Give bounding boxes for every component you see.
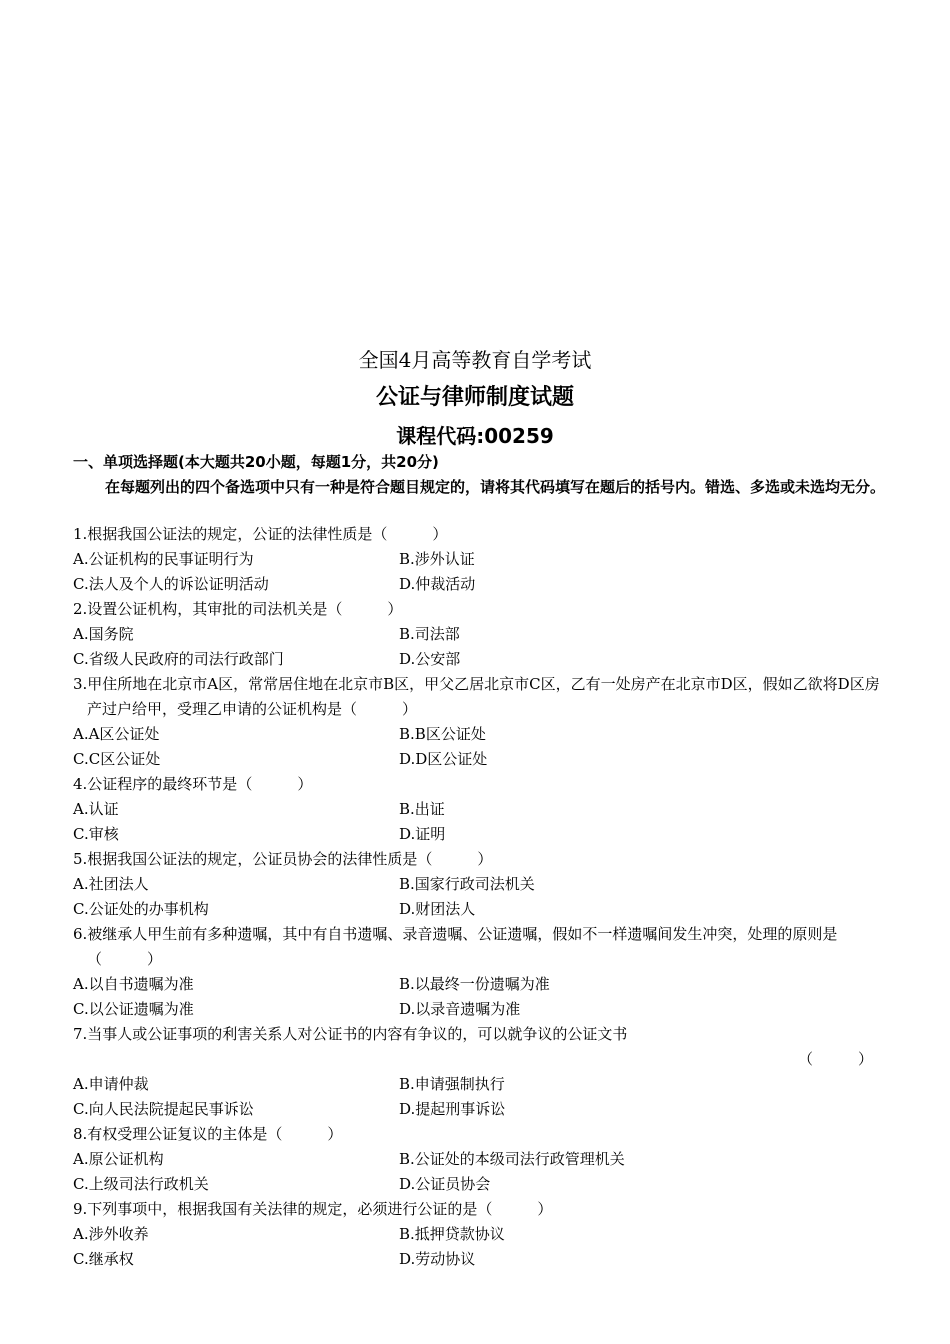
option-c: C.向人民法院提起民事诉讼 [73, 1100, 254, 1118]
option-d: D.D区公证处 [399, 750, 488, 768]
question-1 [73, 522, 883, 597]
question-9 [73, 1197, 883, 1272]
option-c: C.审核 [73, 825, 119, 843]
option-a: A.社团法人 [73, 875, 149, 893]
course-code: 课程代码:00259 [396, 424, 554, 448]
question-stem: 6.被继承人甲生前有多种遗嘱，其中有自书遗嘱、录音遗嘱、公证遗嘱，假如不一样遗嘱间发生冲突，处理的原则是（ ） [73, 925, 838, 968]
option-b: B.B区公证处 [399, 725, 486, 743]
option-d: D.劳动协议 [399, 1250, 476, 1268]
answer-parenthesis: （ ） [797, 1050, 873, 1068]
option-a: A.原公证机构 [73, 1150, 164, 1168]
option-b: B.涉外认证 [399, 550, 475, 568]
option-c: C.以公证遗嘱为准 [73, 1000, 194, 1018]
option-c: C.继承权 [73, 1250, 134, 1268]
option-b: B.以最终一份遗嘱为准 [399, 975, 550, 993]
option-b: B.出证 [399, 800, 445, 818]
question-stem: 3.甲住所地在北京市A区，常常居住地在北京市B区，甲父乙居北京市C区，乙有一处房产在北京市D区，假如乙欲将D区房产过户给甲，受理乙申请的公证机构是（ ） [73, 675, 880, 718]
option-a: A.涉外收养 [73, 1225, 149, 1243]
question-stem: 4.公证程序的最终环节是（ ） [73, 775, 313, 793]
question-stem: 9.下列事项中，根据我国有关法律的规定，必须进行公证的是（ ） [73, 1200, 553, 1218]
option-d: D.公证员协会 [399, 1175, 491, 1193]
option-d: D.公安部 [399, 650, 461, 668]
option-b: B.申请强制执行 [399, 1075, 505, 1093]
question-8 [73, 1122, 883, 1197]
section-heading: 一、单项选择题(本大题共20小题，每题1分，共20分) [73, 453, 439, 471]
section-instructions: 在每题列出的四个备选项中只有一种是符合题目规定的，请将其代码填写在题后的括号内。错选、多选或未选均无分。 [105, 478, 886, 496]
question-5 [73, 847, 883, 922]
exam-subject: 公证与律师制度试题 [375, 385, 574, 410]
option-b: B.公证处的本级司法行政管理机关 [399, 1150, 625, 1168]
question-2 [73, 597, 883, 672]
option-c: C.公证处的办事机构 [73, 900, 209, 918]
option-c: C.C区公证处 [73, 750, 161, 768]
option-a: A.A区公证处 [73, 725, 160, 743]
option-c: C.法人及个人的诉讼证明活动 [73, 575, 269, 593]
option-b: B.司法部 [399, 625, 460, 643]
option-a: A.以自书遗嘱为准 [73, 975, 194, 993]
question-list [73, 522, 883, 1272]
option-a: A.认证 [73, 800, 119, 818]
question-7 [73, 1022, 883, 1122]
option-a: A.公证机构的民事证明行为 [73, 550, 254, 568]
option-d: D.财团法人 [399, 900, 476, 918]
question-4 [73, 772, 883, 847]
option-d: D.仲裁活动 [399, 575, 476, 593]
option-d: D.以录音遗嘱为准 [399, 1000, 521, 1018]
option-c: C.省级人民政府的司法行政部门 [73, 650, 284, 668]
option-a: A.国务院 [73, 625, 134, 643]
question-stem: 8.有权受理公证复议的主体是（ ） [73, 1125, 343, 1143]
option-b: B.国家行政司法机关 [399, 875, 535, 893]
option-b: B.抵押贷款协议 [399, 1225, 505, 1243]
question-stem: 5.根据我国公证法的规定，公证员协会的法律性质是（ ） [73, 850, 493, 868]
question-stem: 2.设置公证机构，其审批的司法机关是（ ） [73, 600, 403, 618]
option-d: D.提起刑事诉讼 [399, 1100, 506, 1118]
question-stem: 1.根据我国公证法的规定，公证的法律性质是（ ） [73, 525, 448, 543]
question-3 [73, 672, 883, 772]
question-stem: 7.当事人或公证事项的利害关系人对公证书的内容有争议的，可以就争议的公证文书 [73, 1025, 628, 1043]
question-6 [73, 922, 883, 1022]
exam-title: 全国4月高等教育自学考试 [358, 348, 592, 372]
option-d: D.证明 [399, 825, 446, 843]
option-c: C.上级司法行政机关 [73, 1175, 209, 1193]
option-a: A.申请仲裁 [73, 1075, 149, 1093]
